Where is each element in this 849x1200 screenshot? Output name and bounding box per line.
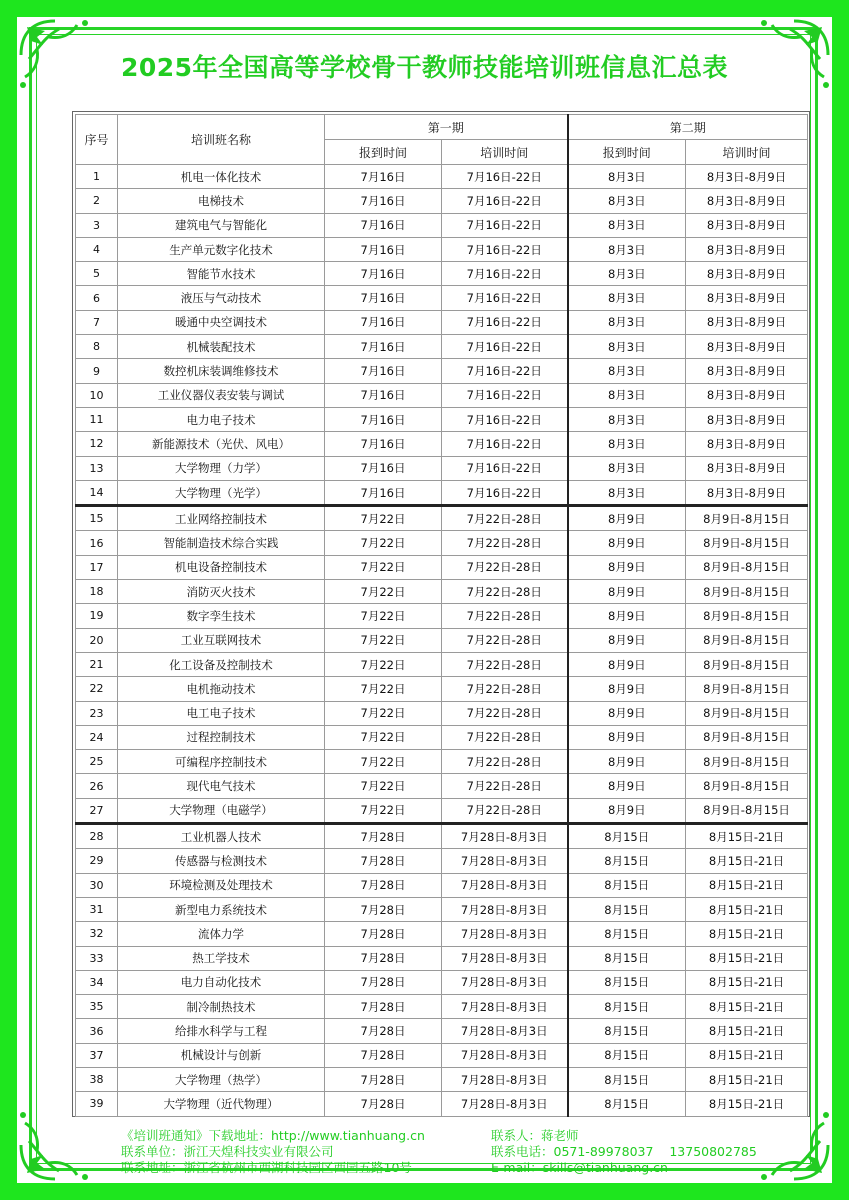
table-row (76, 750, 808, 774)
row-seq: 8 (76, 335, 118, 359)
row-course-name: 建筑电气与智能化 (118, 213, 325, 237)
row-p2-train: 8月9日-8月15日 (686, 725, 808, 749)
row-course-name: 工业机器人技术 (118, 824, 325, 849)
row-p2-report: 8月15日 (568, 1092, 686, 1116)
row-p1-train: 7月28日-8月3日 (442, 1019, 568, 1043)
row-p1-report: 7月16日 (325, 262, 442, 286)
row-course-name: 机械设计与创新 (118, 1043, 325, 1067)
table-row (76, 798, 808, 823)
row-p1-report: 7月28日 (325, 970, 442, 994)
row-p2-train: 8月9日-8月15日 (686, 652, 808, 676)
row-p2-report: 8月15日 (568, 873, 686, 897)
table-row (76, 652, 808, 676)
row-course-name: 液压与气动技术 (118, 286, 325, 310)
header-p2-report: 报到时间 (568, 140, 686, 165)
row-seq: 15 (76, 506, 118, 531)
header-period-2: 第二期 (568, 115, 808, 140)
row-p2-report: 8月9日 (568, 725, 686, 749)
table-row (76, 456, 808, 480)
row-p2-train: 8月9日-8月15日 (686, 628, 808, 652)
row-p1-report: 7月16日 (325, 213, 442, 237)
row-p1-report: 7月22日 (325, 628, 442, 652)
table-row (76, 555, 808, 579)
schedule-table (75, 114, 808, 1117)
row-course-name: 生产单元数字化技术 (118, 237, 325, 261)
table-row (76, 506, 808, 531)
header-p2-train: 培训时间 (686, 140, 808, 165)
table-row (76, 480, 808, 505)
row-course-name: 大学物理（电磁学） (118, 798, 325, 823)
row-course-name: 大学物理（光学） (118, 480, 325, 505)
row-p2-train: 8月9日-8月15日 (686, 701, 808, 725)
row-seq: 35 (76, 995, 118, 1019)
row-p2-train: 8月9日-8月15日 (686, 677, 808, 701)
row-p2-train: 8月3日-8月9日 (686, 213, 808, 237)
header-seq: 序号 (76, 115, 118, 165)
row-p2-report: 8月3日 (568, 456, 686, 480)
row-p2-report: 8月15日 (568, 1019, 686, 1043)
row-course-name: 暖通中央空调技术 (118, 310, 325, 334)
row-p1-report: 7月16日 (325, 286, 442, 310)
row-p1-report: 7月28日 (325, 1019, 442, 1043)
table-row (76, 335, 808, 359)
row-p2-train: 8月3日-8月9日 (686, 456, 808, 480)
row-p2-report: 8月15日 (568, 995, 686, 1019)
row-p1-report: 7月28日 (325, 824, 442, 849)
row-seq: 5 (76, 262, 118, 286)
document-page (17, 17, 832, 1183)
row-p2-train: 8月15日-21日 (686, 1067, 808, 1091)
row-p2-report: 8月15日 (568, 1043, 686, 1067)
row-p2-train: 8月9日-8月15日 (686, 750, 808, 774)
contact-email: E-mail：skills@tianhuang.cn (491, 1160, 668, 1175)
row-p2-report: 8月9日 (568, 604, 686, 628)
table-row (76, 286, 808, 310)
row-p1-report: 7月28日 (325, 897, 442, 921)
row-p2-report: 8月3日 (568, 237, 686, 261)
row-p2-train: 8月3日-8月9日 (686, 432, 808, 456)
row-seq: 19 (76, 604, 118, 628)
row-seq: 14 (76, 480, 118, 505)
table-row (76, 725, 808, 749)
row-seq: 1 (76, 165, 118, 189)
table-row (76, 701, 808, 725)
table-row (76, 1043, 808, 1067)
row-p2-report: 8月3日 (568, 165, 686, 189)
table-row (76, 946, 808, 970)
row-p2-report: 8月9日 (568, 652, 686, 676)
row-course-name: 电梯技术 (118, 189, 325, 213)
table-row (76, 189, 808, 213)
row-course-name: 传感器与检测技术 (118, 849, 325, 873)
row-p1-train: 7月16日-22日 (442, 335, 568, 359)
row-p2-train: 8月3日-8月9日 (686, 165, 808, 189)
row-course-name: 电机拖动技术 (118, 677, 325, 701)
row-p2-report: 8月3日 (568, 262, 686, 286)
row-seq: 12 (76, 432, 118, 456)
row-course-name: 新能源技术（光伏、风电） (118, 432, 325, 456)
row-p2-train: 8月15日-21日 (686, 995, 808, 1019)
row-p2-train: 8月3日-8月9日 (686, 237, 808, 261)
row-p1-train: 7月22日-28日 (442, 798, 568, 823)
row-seq: 13 (76, 456, 118, 480)
row-course-name: 智能制造技术综合实践 (118, 531, 325, 555)
table-row (76, 432, 808, 456)
row-p2-train: 8月15日-21日 (686, 922, 808, 946)
row-seq: 9 (76, 359, 118, 383)
row-course-name: 给排水科学与工程 (118, 1019, 325, 1043)
row-p1-train: 7月16日-22日 (442, 262, 568, 286)
row-seq: 4 (76, 237, 118, 261)
row-p1-report: 7月28日 (325, 1043, 442, 1067)
row-course-name: 工业互联网技术 (118, 628, 325, 652)
row-p2-report: 8月15日 (568, 897, 686, 921)
row-p1-train: 7月28日-8月3日 (442, 897, 568, 921)
row-seq: 7 (76, 310, 118, 334)
row-p1-report: 7月22日 (325, 652, 442, 676)
row-seq: 26 (76, 774, 118, 798)
table-row (76, 970, 808, 994)
row-p2-train: 8月9日-8月15日 (686, 580, 808, 604)
row-p2-report: 8月15日 (568, 922, 686, 946)
row-p1-report: 7月28日 (325, 1067, 442, 1091)
row-p2-report: 8月9日 (568, 506, 686, 531)
row-p1-train: 7月16日-22日 (442, 286, 568, 310)
row-p2-train: 8月15日-21日 (686, 1019, 808, 1043)
row-p1-train: 7月22日-28日 (442, 725, 568, 749)
row-p2-report: 8月3日 (568, 407, 686, 431)
header-p1-train: 培训时间 (442, 140, 568, 165)
row-p2-train: 8月3日-8月9日 (686, 286, 808, 310)
row-seq: 31 (76, 897, 118, 921)
row-p1-report: 7月16日 (325, 335, 442, 359)
row-p2-train: 8月15日-21日 (686, 873, 808, 897)
row-seq: 30 (76, 873, 118, 897)
row-seq: 11 (76, 407, 118, 431)
row-course-name: 电力自动化技术 (118, 970, 325, 994)
row-course-name: 热工学技术 (118, 946, 325, 970)
row-p1-report: 7月28日 (325, 922, 442, 946)
row-p1-report: 7月22日 (325, 677, 442, 701)
row-p2-report: 8月3日 (568, 335, 686, 359)
row-seq: 23 (76, 701, 118, 725)
header-p1-report: 报到时间 (325, 140, 442, 165)
row-course-name: 大学物理（近代物理） (118, 1092, 325, 1116)
row-p2-train: 8月3日-8月9日 (686, 407, 808, 431)
table-row (76, 849, 808, 873)
row-p1-train: 7月28日-8月3日 (442, 946, 568, 970)
row-seq: 22 (76, 677, 118, 701)
row-seq: 33 (76, 946, 118, 970)
table-row (76, 873, 808, 897)
row-p2-report: 8月3日 (568, 383, 686, 407)
row-p1-report: 7月22日 (325, 725, 442, 749)
header-period-1: 第一期 (325, 115, 568, 140)
row-p2-train: 8月3日-8月9日 (686, 189, 808, 213)
row-p2-train: 8月9日-8月15日 (686, 531, 808, 555)
row-p2-report: 8月9日 (568, 677, 686, 701)
row-course-name: 现代电气技术 (118, 774, 325, 798)
row-p1-train: 7月28日-8月3日 (442, 824, 568, 849)
table-row (76, 383, 808, 407)
row-seq: 38 (76, 1067, 118, 1091)
row-p1-train: 7月16日-22日 (442, 359, 568, 383)
row-course-name: 机械装配技术 (118, 335, 325, 359)
table-row (76, 774, 808, 798)
row-p1-report: 7月22日 (325, 580, 442, 604)
row-p1-train: 7月28日-8月3日 (442, 849, 568, 873)
row-p1-train: 7月28日-8月3日 (442, 1043, 568, 1067)
row-seq: 17 (76, 555, 118, 579)
table-row (76, 237, 808, 261)
row-p2-train: 8月9日-8月15日 (686, 798, 808, 823)
row-p1-report: 7月22日 (325, 604, 442, 628)
row-p2-train: 8月9日-8月15日 (686, 604, 808, 628)
row-course-name: 化工设备及控制技术 (118, 652, 325, 676)
row-p2-report: 8月3日 (568, 310, 686, 334)
download-address: 《培训班通知》下载地址：http://www.tianhuang.cn (121, 1128, 425, 1143)
row-p1-report: 7月22日 (325, 506, 442, 531)
row-seq: 39 (76, 1092, 118, 1116)
row-p2-train: 8月3日-8月9日 (686, 262, 808, 286)
row-p2-report: 8月3日 (568, 189, 686, 213)
row-p1-train: 7月16日-22日 (442, 189, 568, 213)
table-row (76, 1019, 808, 1043)
row-p2-train: 8月15日-21日 (686, 1092, 808, 1116)
row-p2-report: 8月9日 (568, 531, 686, 555)
row-p2-train: 8月3日-8月9日 (686, 310, 808, 334)
row-p1-report: 7月22日 (325, 555, 442, 579)
footer-right (491, 1128, 757, 1176)
row-p1-train: 7月22日-28日 (442, 628, 568, 652)
row-p2-report: 8月3日 (568, 432, 686, 456)
schedule-body (76, 165, 808, 1117)
row-seq: 28 (76, 824, 118, 849)
row-p2-train: 8月15日-21日 (686, 970, 808, 994)
header-name: 培训班名称 (118, 115, 325, 165)
row-course-name: 机电设备控制技术 (118, 555, 325, 579)
row-p1-report: 7月28日 (325, 1092, 442, 1116)
row-p1-train: 7月16日-22日 (442, 407, 568, 431)
row-p1-report: 7月28日 (325, 995, 442, 1019)
row-course-name: 工业网络控制技术 (118, 506, 325, 531)
contact-person: 联系人：蒋老师 (491, 1128, 579, 1143)
row-seq: 21 (76, 652, 118, 676)
row-p2-train: 8月15日-21日 (686, 824, 808, 849)
row-p1-train: 7月28日-8月3日 (442, 1067, 568, 1091)
row-p2-train: 8月3日-8月9日 (686, 480, 808, 505)
row-course-name: 制冷制热技术 (118, 995, 325, 1019)
contact-phone: 联系电话：0571-89978037 13750802785 (491, 1144, 757, 1159)
row-p2-report: 8月9日 (568, 701, 686, 725)
row-seq: 32 (76, 922, 118, 946)
row-course-name: 电工电子技术 (118, 701, 325, 725)
row-p1-report: 7月16日 (325, 237, 442, 261)
row-p2-report: 8月15日 (568, 824, 686, 849)
row-p1-train: 7月22日-28日 (442, 750, 568, 774)
row-p1-report: 7月16日 (325, 456, 442, 480)
row-p1-train: 7月28日-8月3日 (442, 873, 568, 897)
row-p1-train: 7月22日-28日 (442, 652, 568, 676)
row-p1-train: 7月22日-28日 (442, 506, 568, 531)
row-p2-report: 8月9日 (568, 774, 686, 798)
row-p2-report: 8月3日 (568, 286, 686, 310)
table-row (76, 407, 808, 431)
row-seq: 3 (76, 213, 118, 237)
row-course-name: 数字孪生技术 (118, 604, 325, 628)
row-p2-train: 8月9日-8月15日 (686, 555, 808, 579)
row-p2-train: 8月9日-8月15日 (686, 506, 808, 531)
row-p1-report: 7月22日 (325, 701, 442, 725)
row-seq: 24 (76, 725, 118, 749)
row-p1-report: 7月16日 (325, 407, 442, 431)
table-row (76, 604, 808, 628)
row-p2-report: 8月9日 (568, 750, 686, 774)
row-p1-train: 7月28日-8月3日 (442, 1092, 568, 1116)
row-p1-train: 7月16日-22日 (442, 310, 568, 334)
row-seq: 16 (76, 531, 118, 555)
row-seq: 2 (76, 189, 118, 213)
row-p2-report: 8月15日 (568, 1067, 686, 1091)
row-p2-report: 8月3日 (568, 213, 686, 237)
row-p1-report: 7月22日 (325, 750, 442, 774)
row-seq: 34 (76, 970, 118, 994)
footer-left (121, 1128, 425, 1176)
row-p1-train: 7月22日-28日 (442, 604, 568, 628)
row-p2-train: 8月3日-8月9日 (686, 359, 808, 383)
row-course-name: 环境检测及处理技术 (118, 873, 325, 897)
row-p2-train: 8月15日-21日 (686, 1043, 808, 1067)
row-p2-train: 8月3日-8月9日 (686, 383, 808, 407)
row-seq: 10 (76, 383, 118, 407)
row-p1-report: 7月22日 (325, 531, 442, 555)
row-seq: 25 (76, 750, 118, 774)
table-row (76, 677, 808, 701)
row-p1-report: 7月28日 (325, 849, 442, 873)
row-p1-train: 7月16日-22日 (442, 456, 568, 480)
table-row (76, 1067, 808, 1091)
table-row (76, 1092, 808, 1116)
row-p1-report: 7月16日 (325, 310, 442, 334)
table-row (76, 995, 808, 1019)
table-row (76, 262, 808, 286)
row-course-name: 机电一体化技术 (118, 165, 325, 189)
row-p1-train: 7月22日-28日 (442, 555, 568, 579)
row-seq: 37 (76, 1043, 118, 1067)
row-p2-report: 8月15日 (568, 849, 686, 873)
row-p2-report: 8月15日 (568, 970, 686, 994)
row-p2-report: 8月3日 (568, 480, 686, 505)
row-p1-train: 7月22日-28日 (442, 701, 568, 725)
table-row (76, 628, 808, 652)
row-p1-train: 7月16日-22日 (442, 383, 568, 407)
row-p1-report: 7月16日 (325, 480, 442, 505)
row-p1-train: 7月16日-22日 (442, 213, 568, 237)
row-course-name: 电力电子技术 (118, 407, 325, 431)
row-course-name: 智能节水技术 (118, 262, 325, 286)
table-row (76, 824, 808, 849)
row-p1-report: 7月16日 (325, 359, 442, 383)
row-course-name: 流体力学 (118, 922, 325, 946)
row-p1-train: 7月28日-8月3日 (442, 922, 568, 946)
row-p1-train: 7月22日-28日 (442, 580, 568, 604)
contact-address: 联系地址：浙江省杭州市西湖科技园区西园五路10号 (121, 1160, 412, 1175)
row-p1-train: 7月16日-22日 (442, 432, 568, 456)
row-p2-report: 8月9日 (568, 798, 686, 823)
page-title: 2025年全国高等学校骨干教师技能培训班信息汇总表 (120, 53, 729, 82)
table-row (76, 897, 808, 921)
row-p1-report: 7月22日 (325, 774, 442, 798)
row-p2-train: 8月15日-21日 (686, 849, 808, 873)
row-course-name: 新型电力系统技术 (118, 897, 325, 921)
row-course-name: 过程控制技术 (118, 725, 325, 749)
row-seq: 29 (76, 849, 118, 873)
table-row (76, 310, 808, 334)
row-p1-report: 7月22日 (325, 798, 442, 823)
row-p1-report: 7月16日 (325, 432, 442, 456)
row-p1-train: 7月22日-28日 (442, 774, 568, 798)
row-seq: 36 (76, 1019, 118, 1043)
row-course-name: 大学物理（力学） (118, 456, 325, 480)
table-row (76, 213, 808, 237)
row-p1-report: 7月28日 (325, 873, 442, 897)
table-row (76, 531, 808, 555)
table-row (76, 922, 808, 946)
row-p2-report: 8月3日 (568, 359, 686, 383)
row-p1-report: 7月16日 (325, 189, 442, 213)
row-p1-train: 7月16日-22日 (442, 480, 568, 505)
row-p2-train: 8月3日-8月9日 (686, 335, 808, 359)
row-p1-report: 7月16日 (325, 165, 442, 189)
row-seq: 6 (76, 286, 118, 310)
row-p2-train: 8月15日-21日 (686, 946, 808, 970)
row-course-name: 可编程序控制技术 (118, 750, 325, 774)
table-row (76, 359, 808, 383)
contact-unit: 联系单位：浙江天煌科技实业有限公司 (121, 1144, 334, 1159)
table-row (76, 165, 808, 189)
row-seq: 18 (76, 580, 118, 604)
row-seq: 27 (76, 798, 118, 823)
row-p1-train: 7月16日-22日 (442, 237, 568, 261)
table-row (76, 580, 808, 604)
row-p2-report: 8月9日 (568, 580, 686, 604)
row-p1-report: 7月28日 (325, 946, 442, 970)
row-p2-report: 8月15日 (568, 946, 686, 970)
row-seq: 20 (76, 628, 118, 652)
row-p2-train: 8月15日-21日 (686, 897, 808, 921)
row-p1-report: 7月16日 (325, 383, 442, 407)
row-p2-report: 8月9日 (568, 555, 686, 579)
row-p1-train: 7月16日-22日 (442, 165, 568, 189)
row-course-name: 大学物理（热学） (118, 1067, 325, 1091)
row-p2-report: 8月9日 (568, 628, 686, 652)
row-p2-train: 8月9日-8月15日 (686, 774, 808, 798)
row-p1-train: 7月28日-8月3日 (442, 995, 568, 1019)
row-course-name: 数控机床装调维修技术 (118, 359, 325, 383)
row-p1-train: 7月28日-8月3日 (442, 970, 568, 994)
row-p1-train: 7月22日-28日 (442, 531, 568, 555)
row-course-name: 工业仪器仪表安装与调试 (118, 383, 325, 407)
row-course-name: 消防灭火技术 (118, 580, 325, 604)
row-p1-train: 7月22日-28日 (442, 677, 568, 701)
